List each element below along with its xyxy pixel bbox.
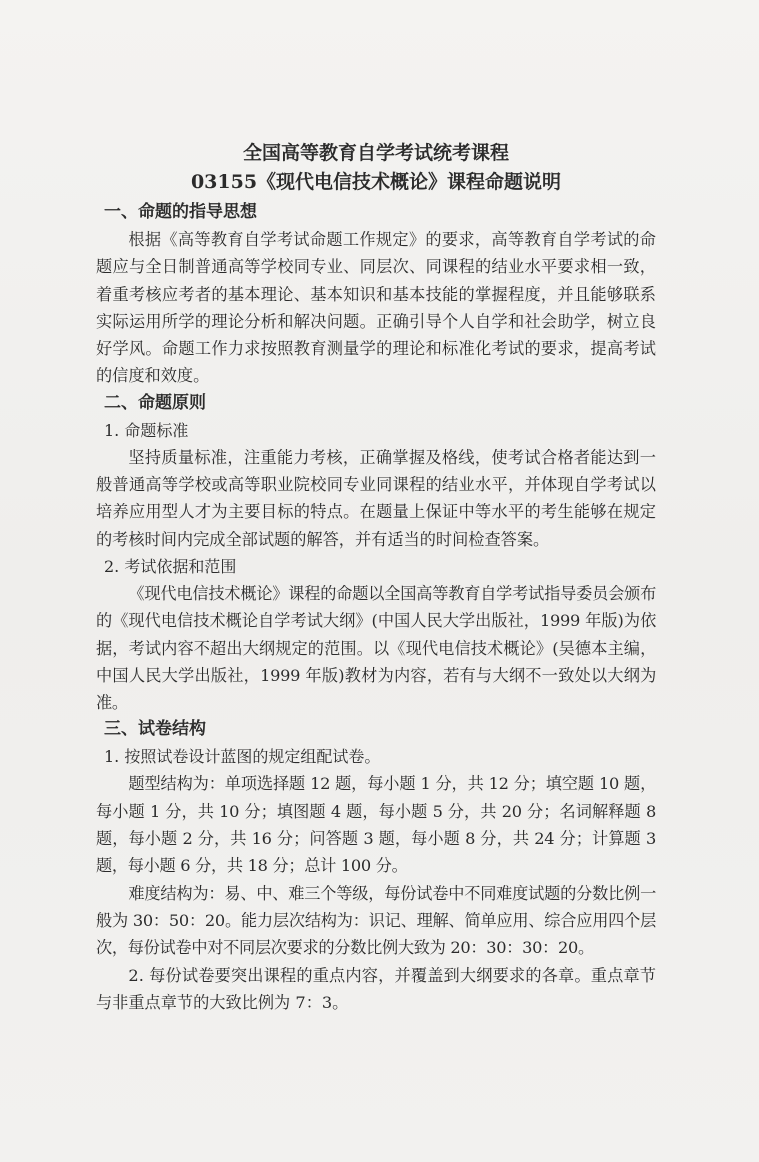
section-2-item-1-paragraph: 坚持质量标准，注重能力考核，正确掌握及格线，使考试合格者能达到一般普通高等学校或高等职业院校同专业同课程的结业水平，并体现自学考试以培养应用型人才为主要目标的特点。在题量上保证中等水平的考生能够在规定的考核时间内完成全部试题的解答，并有适当的时间检查答案。 [96,447,656,549]
section-3-difficulty-paragraph: 难度结构为：易、中、难三个等级，每份试卷中不同难度试题的分数比例一般为 30：50：20。能力层次结构为：识记、理解、简单应用、综合应用四个层次，每份试卷中对不同层次要求的分数比例大致为 20：30：30：20。 [96,883,656,958]
section-2-item-1-heading: 1. 命题标准 [104,420,189,440]
document-body [96,139,656,1016]
section-3-item-1-heading: 1. 按照试卷设计蓝图的规定组配试卷。 [104,747,381,767]
section-2-item-2-heading: 2. 考试依据和范围 [104,556,237,576]
section-3-structure-paragraph: 题型结构为：单项选择题 12 题，每小题 1 分，共 12 分；填空题 10 题，每小题 1 分，共 10 分；填图题 4 题，每小题 5 分，共 20 分；名词解释题 8 题，每小题 2 分，共 16 分；问答题 3 题，每小题 8 分，共 24 分；计算题 3 题，每小题 6 分，共 18 分；总计 100 分。 [96,774,656,876]
section-1-heading: 一、命题的指导思想 [104,202,257,222]
document-title: 全国高等教育自学考试统考课程 [242,142,509,164]
section-3-item-2-paragraph: 2. 每份试卷要突出课程的重点内容，并覆盖到大纲要求的各章。重点章节与非重点章节的大致比例为 7：3。 [96,965,656,1012]
document-subtitle: 03155《现代电信技术概论》课程命题说明 [190,171,562,193]
section-2-heading: 二、命题原则 [104,392,206,413]
section-2-item-2-paragraph: 《现代电信技术概论》课程的命题以全国高等教育自学考试指导委员会颁布的《现代电信技术概论自学考试大纲》(中国人民大学出版社，1999 年版)为依据，考试内容不超出大纲规定的范围。以《现代电信技术概论》(吴德本主编，中国人民大学出版社，1999 年版)教材为内容，若有与大纲不一致处以大纲为准。 [96,583,656,713]
section-3-heading: 三、试卷结构 [104,719,206,740]
section-1-paragraph: 根据《高等教育自学考试命题工作规定》的要求，高等教育自学考试的命题应与全日制普通高等学校同专业、同层次、同课程的结业水平要求相一致，着重考核应考者的基本理论、基本知识和基本技能的掌握程度，并且能够联系实际运用所学的理论分析和解决问题。正确引导个人自学和社会助学，树立良好学风。命题工作力求按照教育测量学的理论和标准化考试的要求，提高考试的信度和效度。 [96,230,656,386]
